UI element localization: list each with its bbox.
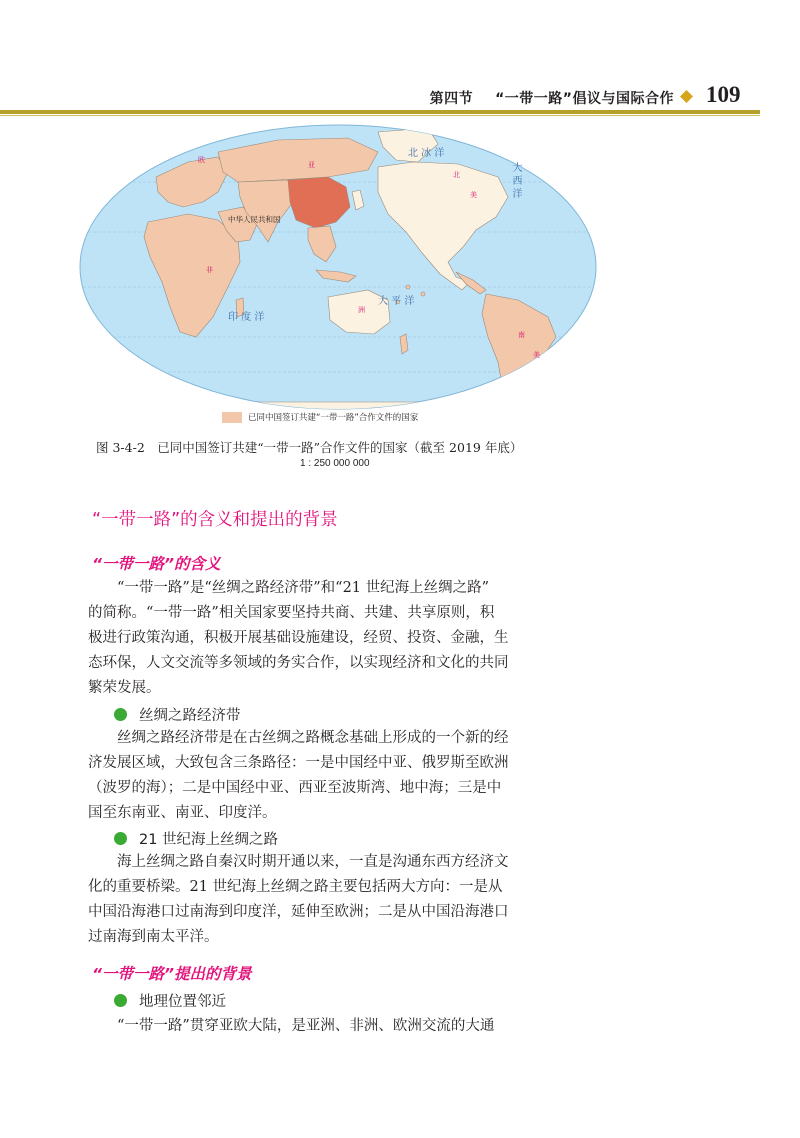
svg-text:非: 非 bbox=[206, 266, 213, 274]
bullet-maritime-silk-road bbox=[114, 828, 278, 849]
legend-text: 已同中国签订共建“一带一路”合作文件的国家 bbox=[248, 413, 419, 423]
text-line: 中国沿海港口过南海到印度洋，延伸至欧洲；二是从中国沿海港口 bbox=[88, 904, 509, 920]
bullet-label: 丝绸之路经济带 bbox=[139, 708, 241, 724]
running-title bbox=[430, 88, 674, 108]
bullet-silk-road-economic-belt bbox=[114, 704, 241, 725]
text-line: 济发展区域，大致包含三条路径：一是中国经中亚、俄罗斯至欧洲 bbox=[88, 755, 509, 771]
header-rule bbox=[0, 110, 760, 114]
svg-text:欧: 欧 bbox=[198, 156, 205, 164]
svg-text:美: 美 bbox=[470, 191, 477, 199]
bullet-label: 21 世纪海上丝绸之路 bbox=[139, 832, 279, 848]
paragraph-background bbox=[88, 1014, 548, 1039]
pacific-ocean-label: 大 平 洋 bbox=[378, 296, 415, 307]
text-line: 国至东南亚、南亚、印度洋。 bbox=[88, 805, 277, 821]
subheading-background: “一带一路”提出的背景 bbox=[92, 965, 252, 983]
svg-text:洲: 洲 bbox=[358, 306, 365, 314]
legend-swatch bbox=[222, 412, 242, 423]
page-number: 109 bbox=[706, 82, 741, 107]
text-line: 的简称。“一带一路”相关国家要坚持共商、共建、共享原则，积 bbox=[88, 605, 495, 621]
svg-text:北: 北 bbox=[453, 171, 460, 179]
section-number: 第四节 bbox=[429, 91, 474, 107]
diamond-icon bbox=[680, 90, 693, 103]
svg-text:南: 南 bbox=[518, 331, 525, 339]
paragraph-meaning bbox=[88, 576, 548, 701]
text-line: （波罗的海）；二是中国经中亚、西亚至波斯湾、地中海；三是中 bbox=[88, 780, 502, 796]
text-line: “一带一路”是“丝绸之路经济带”和“21 世纪海上丝绸之路” bbox=[117, 580, 490, 596]
header-rule-thin bbox=[0, 115, 760, 116]
bullet-label: 地理位置邻近 bbox=[139, 994, 226, 1010]
section-heading: “一带一路”的含义和提出的背景 bbox=[92, 510, 338, 530]
paragraph-maritime-silk-road bbox=[88, 850, 548, 950]
text-line: “一带一路”贯穿亚欧大陆，是亚洲、非洲、欧洲交流的大通 bbox=[117, 1018, 495, 1034]
chapter-title: “一带一路”倡议与国际合作 bbox=[495, 91, 674, 107]
svg-text:美: 美 bbox=[533, 351, 540, 359]
paragraph-economic-belt bbox=[88, 726, 548, 826]
world-map bbox=[78, 122, 598, 420]
map-scale: 1 : 250 000 000 bbox=[300, 458, 370, 469]
bullet-geographic-proximity bbox=[114, 990, 226, 1011]
atlantic-ocean-label: 大 西 洋 bbox=[510, 162, 521, 199]
bullet-dot-icon bbox=[114, 832, 127, 845]
bullet-dot-icon bbox=[114, 994, 127, 1007]
bullet-dot-icon bbox=[114, 708, 127, 721]
text-line: 过南海到南太平洋。 bbox=[88, 929, 219, 945]
text-line: 海上丝绸之路自秦汉时期开通以来，一直是沟通东西方经济文 bbox=[117, 854, 509, 870]
indian-ocean-label: 印 度 洋 bbox=[228, 312, 265, 323]
text-line: 丝绸之路经济带是在古丝绸之路概念基础上形成的一个新的经 bbox=[117, 730, 509, 746]
figure-caption: 图 3-4-2 已同中国签订共建“一带一路”合作文件的国家（截至 2019 年底） bbox=[96, 440, 523, 455]
text-line: 极进行政策沟通，积极开展基础设施建设，经贸、投资、金融，生 bbox=[88, 630, 509, 646]
page-header bbox=[0, 0, 800, 118]
china-label: 中华人民共和国 bbox=[228, 215, 281, 224]
svg-text:亚: 亚 bbox=[308, 161, 315, 169]
text-line: 化的重要桥梁。21 世纪海上丝绸之路主要包括两大方向：一是从 bbox=[88, 879, 503, 895]
map-legend bbox=[222, 410, 418, 424]
text-line: 繁荣发展。 bbox=[88, 680, 161, 696]
subheading-meaning: “一带一路”的含义 bbox=[92, 555, 221, 573]
text-line: 态环保，人文交流等多领域的务实合作，以实现经济和文化的共同 bbox=[88, 655, 509, 671]
arctic-ocean-label: 北 冰 洋 bbox=[408, 148, 445, 159]
